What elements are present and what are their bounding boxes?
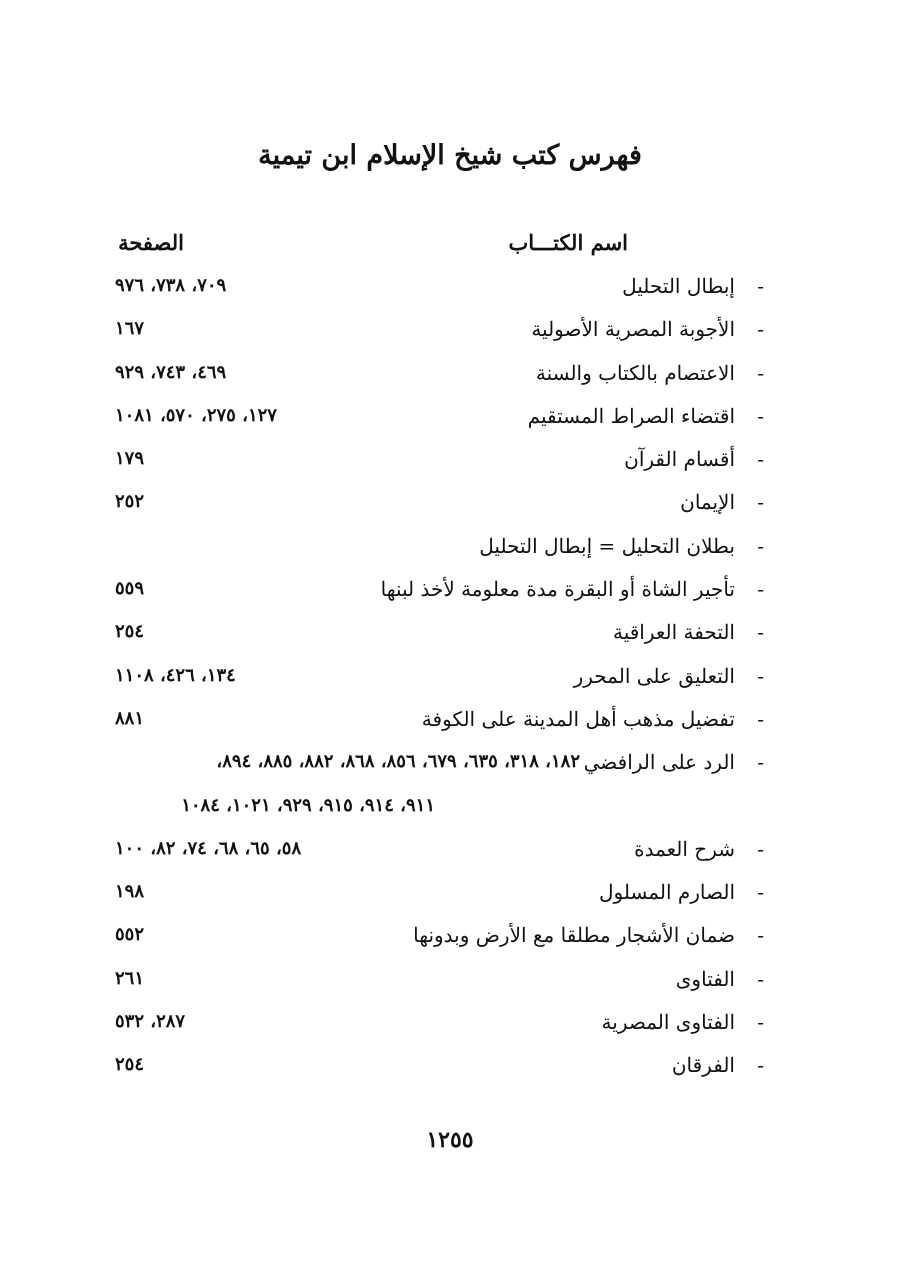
- index-entry: [0, 526, 900, 569]
- entry-book-name: بطلان التحليل = إبطال التحليل: [479, 533, 735, 558]
- entry-dash: -: [757, 836, 764, 861]
- page-title: فهرس كتب شيخ الإسلام ابن تيمية: [258, 140, 642, 171]
- entry-book-name: إبطال التحليل: [622, 274, 735, 298]
- index-entry-continuation: [0, 786, 900, 829]
- entry-dash: -: [757, 360, 764, 385]
- entry-book-name: أقسام القرآن: [624, 447, 735, 472]
- index-entry: [0, 612, 900, 655]
- entry-pages: ١٨٢، ٣١٨، ٦٣٥، ٦٧٩، ٨٥٦، ٨٦٨، ٨٨٢، ٨٨٥، ٨٩٤،: [216, 751, 580, 773]
- index-entry: [0, 353, 900, 396]
- entry-pages: ٨٨١: [115, 707, 145, 729]
- entry-pages: ٤٦٩، ٧٤٣، ٩٢٩: [115, 361, 227, 383]
- entry-dash: -: [757, 403, 764, 428]
- index-entry: [0, 959, 900, 1002]
- entry-dash: -: [757, 620, 764, 645]
- entry-pages: ٥٥٩: [115, 578, 145, 600]
- entry-pages: ٢٥٤: [115, 621, 145, 643]
- entry-dash: -: [757, 880, 764, 905]
- entry-pages: ٢٦١: [115, 967, 145, 989]
- entry-dash: -: [757, 533, 764, 558]
- entry-pages: ٥٥٢: [115, 924, 145, 946]
- book-index-list: [0, 266, 900, 1089]
- entry-dash: -: [757, 663, 764, 688]
- entry-pages: ٩١١، ٩١٤، ٩١٥، ٩٢٩، ١٠٢١، ١٠٨٤: [181, 794, 435, 816]
- entry-book-name: التعليق على المحرر: [573, 663, 735, 688]
- entry-pages: ٥٨، ٦٥، ٦٨، ٧٤، ٨٢، ١٠٠: [115, 837, 302, 859]
- entry-pages: ١٦٧: [115, 318, 145, 340]
- index-entry: [0, 872, 900, 915]
- entry-book-name: الرد على الرافضي: [583, 750, 735, 775]
- entry-book-name: الفتاوى المصرية: [601, 1010, 735, 1035]
- entry-pages: ١٧٩: [115, 448, 145, 470]
- entry-pages: ١٣٤، ٤٢٦، ١١٠٨: [115, 664, 236, 686]
- entry-book-name: الاعتصام بالكتاب والسنة: [535, 360, 735, 385]
- index-entry: [0, 915, 900, 958]
- entry-pages: ٢٨٧، ٥٣٢: [115, 1011, 186, 1033]
- entry-dash: -: [757, 750, 764, 775]
- index-entry: [0, 569, 900, 612]
- entry-book-name: تفضيل مذهب أهل المدينة على الكوفة: [421, 706, 735, 731]
- entry-book-name: الفتاوى: [675, 966, 735, 991]
- page-number: ١٢٥٥: [426, 1127, 474, 1153]
- index-entry: [0, 1045, 900, 1088]
- entry-book-name: الإيمان: [680, 490, 735, 515]
- entry-book-name: ضمان الأشجار مطلقا مع الأرض وبدونها: [413, 923, 735, 948]
- index-entry: [0, 482, 900, 525]
- entry-dash: -: [757, 317, 764, 342]
- entry-book-name: الأجوبة المصرية الأصولية: [531, 317, 735, 342]
- index-entry: [0, 439, 900, 482]
- entry-dash: -: [757, 706, 764, 731]
- entry-book-name: تأجير الشاة أو البقرة مدة معلومة لأخذ لبنها: [380, 577, 735, 602]
- entry-dash: -: [757, 490, 764, 515]
- entry-book-name: الفرقان: [671, 1053, 735, 1078]
- entry-pages: ٧٠٩، ٧٣٨، ٩٧٦: [115, 275, 227, 296]
- index-entry: [0, 699, 900, 742]
- index-entry: [0, 656, 900, 699]
- index-entry: [0, 309, 900, 352]
- column-header-book-name: اسم الكتـــاب: [508, 230, 628, 255]
- index-entry: [0, 829, 900, 872]
- entry-pages: ٢٥٤: [115, 1054, 145, 1076]
- entry-dash: -: [757, 1010, 764, 1035]
- entry-pages: ٢٥٢: [115, 491, 145, 513]
- entry-book-name: التحفة العراقية: [612, 620, 735, 645]
- entry-dash: -: [757, 923, 764, 948]
- index-entry: [0, 1002, 900, 1045]
- entry-book-name: شرح العمدة: [634, 836, 735, 861]
- index-entry: [0, 266, 900, 309]
- index-entry: [0, 396, 900, 439]
- entry-dash: -: [757, 577, 764, 602]
- entry-book-name: الصارم المسلول: [598, 880, 735, 905]
- column-header-page: الصفحة: [118, 230, 184, 255]
- index-entry: [0, 742, 900, 785]
- entry-dash: -: [757, 966, 764, 991]
- entry-dash: -: [757, 447, 764, 472]
- entry-dash: -: [757, 274, 764, 298]
- entry-dash: -: [757, 1053, 764, 1078]
- entry-pages: ١٩٨: [115, 881, 145, 903]
- entry-pages: ١٢٧، ٢٧٥، ٥٧٠، ١٠٨١: [115, 404, 277, 426]
- entry-book-name: اقتضاء الصراط المستقيم: [527, 403, 735, 428]
